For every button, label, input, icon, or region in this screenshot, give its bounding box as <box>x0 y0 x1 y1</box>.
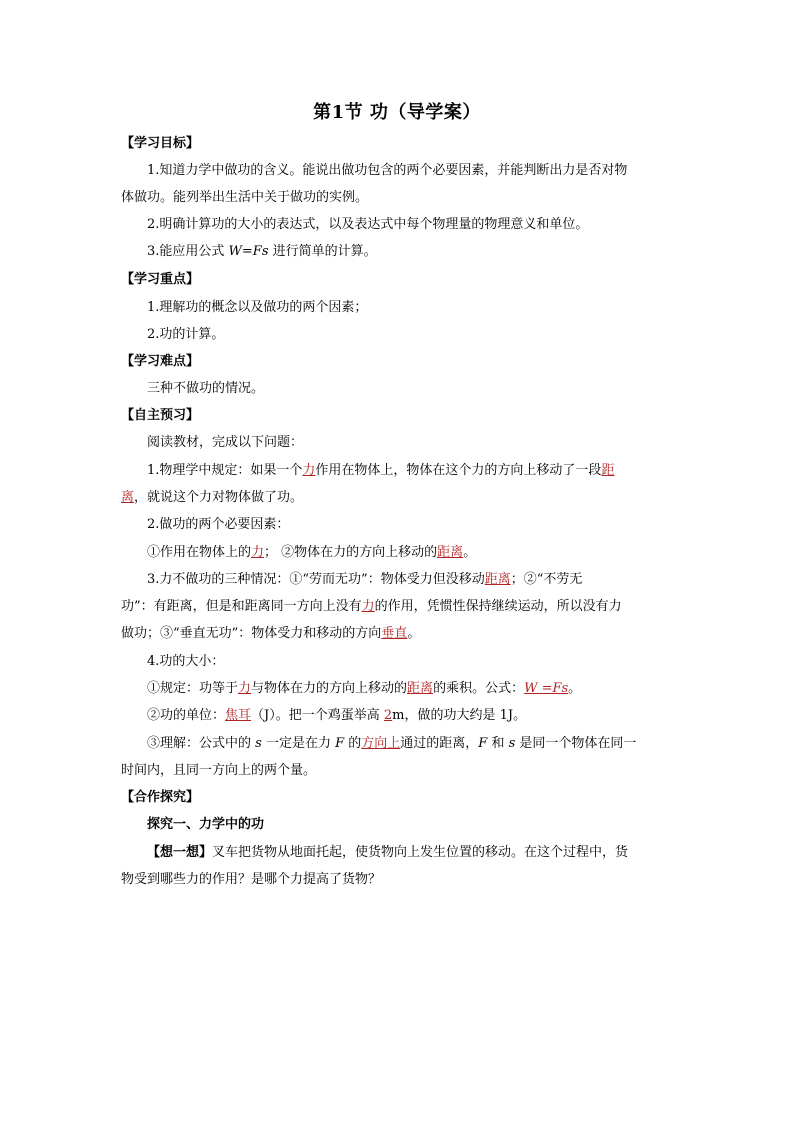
q3-line-c: 做功；③“垂直无功”：物体受力和移动的方向垂直。 <box>121 626 421 641</box>
answer-blank: 2 <box>383 708 393 723</box>
goal-3: 3.能应用公式 W=Fs 进行简单的计算。 <box>147 244 377 259</box>
think-label: 【想一想】 <box>147 845 213 860</box>
answer-blank: 力 <box>238 681 252 696</box>
difficulty-1: 三种不做功的情况。 <box>147 381 265 396</box>
key-point-1: 1.理解功的概念以及做功的两个因素； <box>147 300 368 315</box>
preview-intro: 阅读教材，完成以下问题： <box>147 435 304 450</box>
explore-1-heading: 探究一、力学中的功 <box>147 817 265 832</box>
page-title: 第1节 功（导学案） <box>313 102 481 123</box>
q4-unit: ②功的单位：焦耳（J）。把一个鸡蛋举高 2m，做的功大约是 1J。 <box>147 708 527 723</box>
answer-blank: 离 <box>121 490 135 505</box>
answer-blank: 力 <box>302 463 316 478</box>
q3-line-a: 3.力不做功的三种情况：①“劳而无功”：物体受力但没移动距离；②“不劳无 <box>147 572 583 587</box>
key-points-heading: 【学习重点】 <box>121 272 200 287</box>
answer-blank: 距离 <box>437 545 464 560</box>
goal-1-line-b: 体做功。能列举出生活中关于做功的实例。 <box>121 190 369 205</box>
q1-line-b: 离，就说这个力对物体做了功。 <box>121 490 304 505</box>
answer-blank: 距离 <box>484 572 511 587</box>
q4-line: 4.功的大小： <box>147 654 225 669</box>
q4-understand-b: 时间内，且同一方向上的两个量。 <box>121 763 317 778</box>
answer-blank: 距 <box>601 463 615 478</box>
learning-goals-heading: 【学习目标】 <box>121 136 200 151</box>
goal-2: 2.明确计算功的大小的表达式，以及表达式中每个物理量的物理意义和单位。 <box>147 217 589 232</box>
difficulty-heading: 【学习难点】 <box>121 354 200 369</box>
preview-heading: 【自主预习】 <box>121 408 200 423</box>
key-point-2: 2.功的计算。 <box>147 327 225 342</box>
answer-blank: 力 <box>361 599 375 614</box>
answer-blank: 力 <box>251 545 265 560</box>
q4-rule: ①规定：功等于力与物体在力的方向上移动的距离的乘积。公式：W =Fs。 <box>147 681 582 696</box>
think-line-b: 物受到哪些力的作用？是哪个力提高了货物？ <box>121 872 382 887</box>
answer-blank: 垂直 <box>381 626 408 641</box>
q3-line-b: 功”：有距离，但是和距离同一方向上没有力的作用，凭惯性保持继续运动，所以没有力 <box>121 599 622 614</box>
answer-blank: W =Fs <box>524 681 569 696</box>
q2-line: 2.做功的两个必要因素： <box>147 517 290 532</box>
answer-blank: 方向上 <box>361 736 401 751</box>
goal-1-line-a: 1.知道力学中做功的含义。能说出做功包含的两个必要因素，并能判断出力是否对物 <box>147 163 628 178</box>
think-line-a: 【想一想】叉车把货物从地面托起，使货物向上发生位置的移动。在这个过程中，货 <box>147 845 629 860</box>
q2-answers: ①作用在物体上的力； ②物体在力的方向上移动的距离。 <box>147 545 477 560</box>
q4-understand-a: ③理解：公式中的 s 一定是在力 F 的方向上通过的距离，F 和 s 是同一个物体在同一 <box>147 736 637 751</box>
answer-blank: 距离 <box>407 681 434 696</box>
answer-blank: 焦耳 <box>225 708 252 723</box>
cooperative-heading: 【合作探究】 <box>121 790 200 805</box>
q1-line-a: 1.物理学中规定：如果一个力作用在物体上，物体在这个力的方向上移动了一段距 <box>147 463 615 478</box>
formula: W=Fs <box>228 244 269 259</box>
